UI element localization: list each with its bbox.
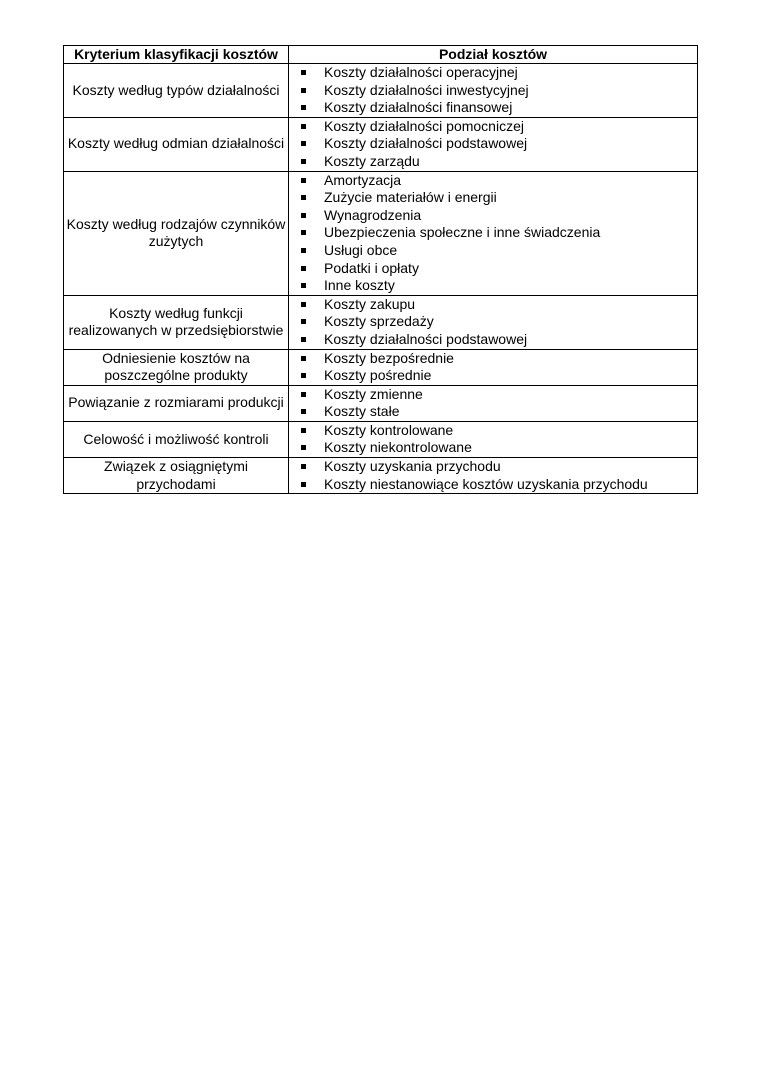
list-item-text: Koszty działalności finansowej [324,99,513,116]
division-list [289,386,697,421]
table-row [64,458,698,494]
division-list [289,296,697,349]
square-bullet-icon [301,213,306,218]
square-bullet-icon [301,195,306,200]
square-bullet-icon [301,337,306,342]
list-item-text: Wynagrodzenia [324,206,422,223]
division-list [289,64,697,117]
list-item-text: Koszty działalności podstawowej [324,135,528,152]
square-bullet-icon [301,482,306,487]
square-bullet-icon [301,70,306,75]
table-row [64,421,698,457]
list-item [289,422,697,440]
list-item-text: Koszty zakupu [324,295,416,312]
list-item [289,260,697,278]
list-item [289,386,697,404]
list-item-text: Amortyzacja [324,171,402,188]
list-item [289,64,697,82]
list-item [289,476,697,494]
list-item [289,207,697,225]
division-list [289,118,697,171]
list-item-text: Koszty działalności inwestycyjnej [324,81,529,98]
square-bullet-icon [301,409,306,414]
division-list [289,422,697,457]
square-bullet-icon [301,464,306,469]
table-row [64,385,698,421]
list-item-text: Koszty działalności pomocniczej [324,117,524,134]
list-item-text: Koszty zmienne [324,385,423,402]
division-cell [289,458,698,494]
division-cell [289,64,698,118]
square-bullet-icon [301,373,306,378]
list-item [289,296,697,314]
list-item-text: Usługi obce [324,241,398,258]
square-bullet-icon [301,88,306,93]
square-bullet-icon [301,124,306,129]
criterion-cell: Koszty według odmian działalności [64,117,289,171]
division-cell [289,349,698,385]
list-item-text: Koszty stałe [324,403,400,420]
list-item-text: Inne koszty [324,277,395,294]
list-item-text: Koszty niestanowiące kosztów uzyskania przychodu [324,475,648,492]
list-item-text: Koszty zarządu [324,152,420,169]
list-item [289,224,697,242]
table-row [64,117,698,171]
criterion-cell: Powiązanie z rozmiarami produkcji [64,385,289,421]
list-item [289,189,697,207]
header-criterion: Kryterium klasyfikacji kosztów [64,46,289,64]
list-item [289,439,697,457]
square-bullet-icon [301,178,306,183]
square-bullet-icon [301,392,306,397]
list-item [289,458,697,476]
table-row [64,171,698,295]
square-bullet-icon [301,141,306,146]
square-bullet-icon [301,105,306,110]
division-list [289,350,697,385]
square-bullet-icon [301,445,306,450]
square-bullet-icon [301,319,306,324]
list-item [289,350,697,368]
list-item [289,153,697,171]
list-item [289,172,697,190]
division-cell [289,117,698,171]
list-item-text: Podatki i opłaty [324,259,419,276]
criterion-cell: Koszty według funkcji realizowanych w przedsiębiorstwie [64,295,289,349]
list-item-text: Koszty działalności operacyjnej [324,64,518,80]
list-item-text: Koszty sprzedaży [324,313,434,330]
list-item-text: Zużycie materiałów i energii [324,189,497,206]
square-bullet-icon [301,302,306,307]
list-item-text: Koszty pośrednie [324,367,432,384]
list-item [289,367,697,385]
criterion-cell: Celowość i możliwość kontroli [64,421,289,457]
list-item-text: Koszty bezpośrednie [324,349,454,366]
list-item-text: Ubezpieczenia społeczne i inne świadczenia [324,224,601,241]
list-item [289,277,697,295]
square-bullet-icon [301,356,306,361]
list-item [289,313,697,331]
criterion-cell: Koszty według typów działalności [64,64,289,118]
table-header-row [64,46,698,64]
square-bullet-icon [301,248,306,253]
criterion-cell: Związek z osiągniętymi przychodami [64,458,289,494]
division-cell [289,295,698,349]
list-item-text: Koszty działalności podstawowej [324,330,528,347]
list-item [289,331,697,349]
division-list [289,172,697,295]
square-bullet-icon [301,230,306,235]
header-division: Podział kosztów [289,46,698,64]
list-item-text: Koszty kontrolowane [324,421,454,438]
table-body [64,64,698,494]
list-item [289,135,697,153]
cost-classification-table [63,45,698,494]
criterion-cell: Odniesienie kosztów na poszczególne produkty [64,349,289,385]
table-row [64,295,698,349]
criterion-cell: Koszty według rodzajów czynników zużytych [64,171,289,295]
division-cell [289,421,698,457]
division-cell [289,385,698,421]
square-bullet-icon [301,283,306,288]
list-item-text: Koszty niekontrolowane [324,439,472,456]
division-list [289,458,697,493]
square-bullet-icon [301,159,306,164]
list-item [289,242,697,260]
list-item-text: Koszty uzyskania przychodu [324,458,501,475]
division-cell [289,171,698,295]
square-bullet-icon [301,266,306,271]
list-item [289,403,697,421]
table-row [64,349,698,385]
list-item [289,118,697,136]
list-item [289,82,697,100]
list-item [289,99,697,117]
table-row [64,64,698,118]
square-bullet-icon [301,428,306,433]
